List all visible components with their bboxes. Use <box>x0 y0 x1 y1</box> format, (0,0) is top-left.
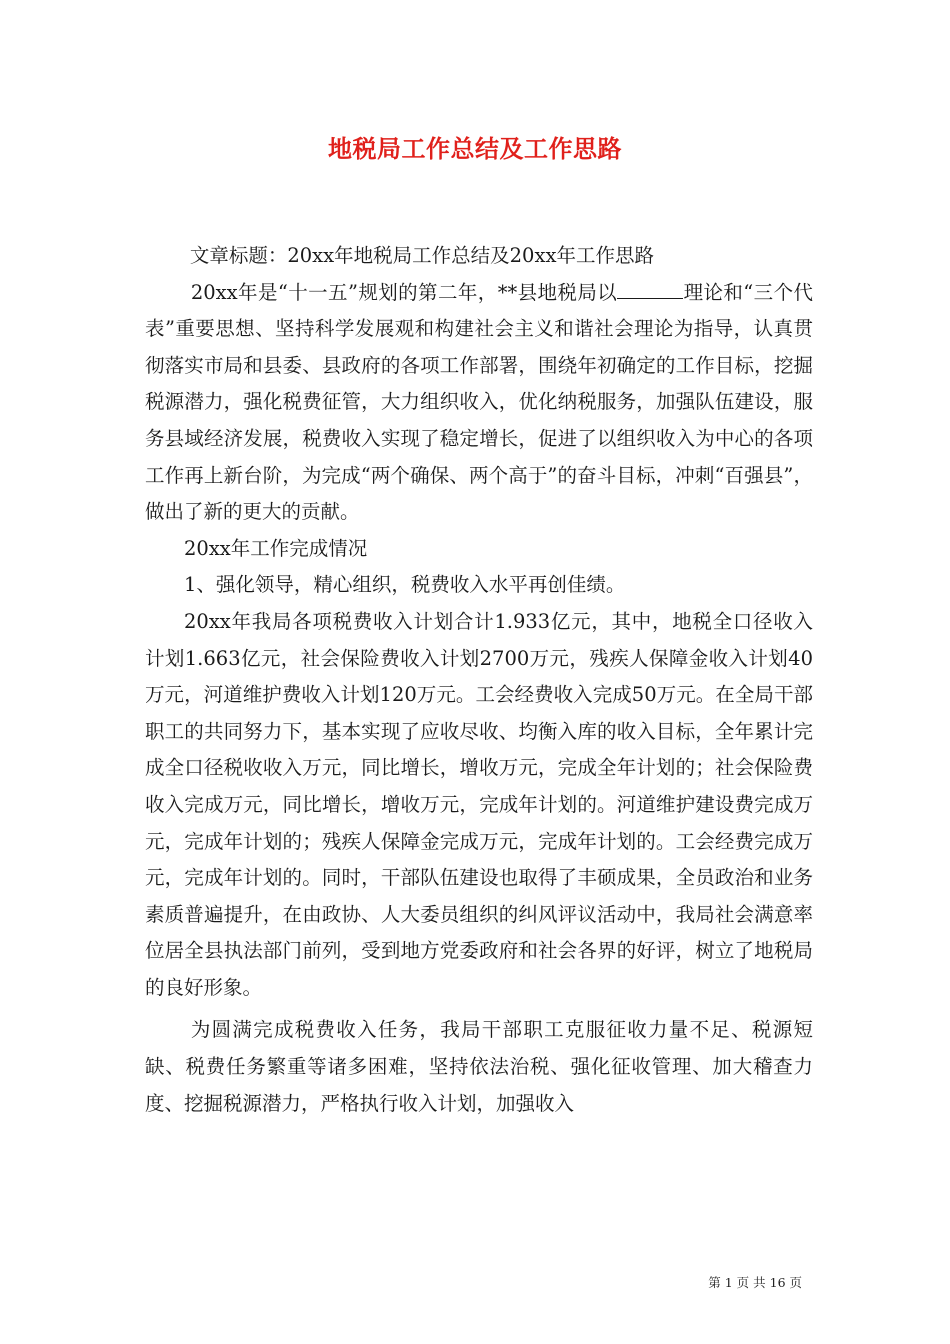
fill-in-blank <box>617 280 683 299</box>
intro-paragraph <box>145 275 813 531</box>
document-title: 地税局工作总结及工作思路 <box>328 134 622 163</box>
intro-paragraph-start: 20xx年是“十一五”规划的第二年，**县地税局以 <box>190 280 618 304</box>
section-heading: 20xx年工作完成情况 <box>184 536 368 560</box>
document-body <box>145 238 813 1122</box>
revenue-paragraph: 20xx年我局各项税费收入计划合计1.933亿元，其中，地税全口径收入计划1.663亿元，社会保险费收入计划2700万元，残疾人保障金收入计划40万元，河道维护费收入计划120万元。工会经费收入完成50万元。在全局干部职工的共同努力下，基本实现了应收尽收、均衡入库的收入目标，全年累计完成全口径税收收入万元，同比增长，增收万元，完成全年计划的；社会保险费收入完成万元，同比增长，增收万元，完成年计划的。河道维护建设费完成万元，完成年计划的；残疾人保障金完成万元，完成年计划的。工会经费完成万元，完成年计划的。同时，干部队伍建设也取得了丰硕成果，全员政治和业务素质普遍提升，在由政协、人大委员组织的纠风评议活动中，我局社会满意率位居全县执法部门前列，受到地方党委政府和社会各界的好评，树立了地税局的良好形象。 <box>145 609 813 999</box>
intro-paragraph-rest: 理论和“三个代表”重要思想、坚持科学发展观和构建社会主义和谐社会理论为指导，认真贯彻落实市局和县委、县政府的各项工作部署，围绕年初确定的工作目标，挖掘税源潜力，强化税费征管，大力组织收入，优化纳税服务，加强队伍建设，服务县域经济发展，税费收入实现了稳定增长，促进了以组织收入为中心的各项工作再上新台阶，为完成“两个确保、两个高于”的奋斗目标，冲刺“百强县”，做出了新的更大的贡献。 <box>145 280 813 524</box>
article-title-line: 文章标题：20xx年地税局工作总结及20xx年工作思路 <box>189 244 654 267</box>
page-number: 第 1 页 共 16 页 <box>708 1275 802 1290</box>
subsection-heading: 1、强化领导，精心组织，税费收入水平再创佳绩。 <box>184 573 626 597</box>
measures-paragraph: 为圆满完成税费收入任务，我局干部职工克服征收力量不足、税源短缺、税费任务繁重等诸多困难，坚持依法治税、强化征收管理、加大稽查力度、挖掘税源潜力，严格执行收入计划，加强收入 <box>145 1018 813 1115</box>
